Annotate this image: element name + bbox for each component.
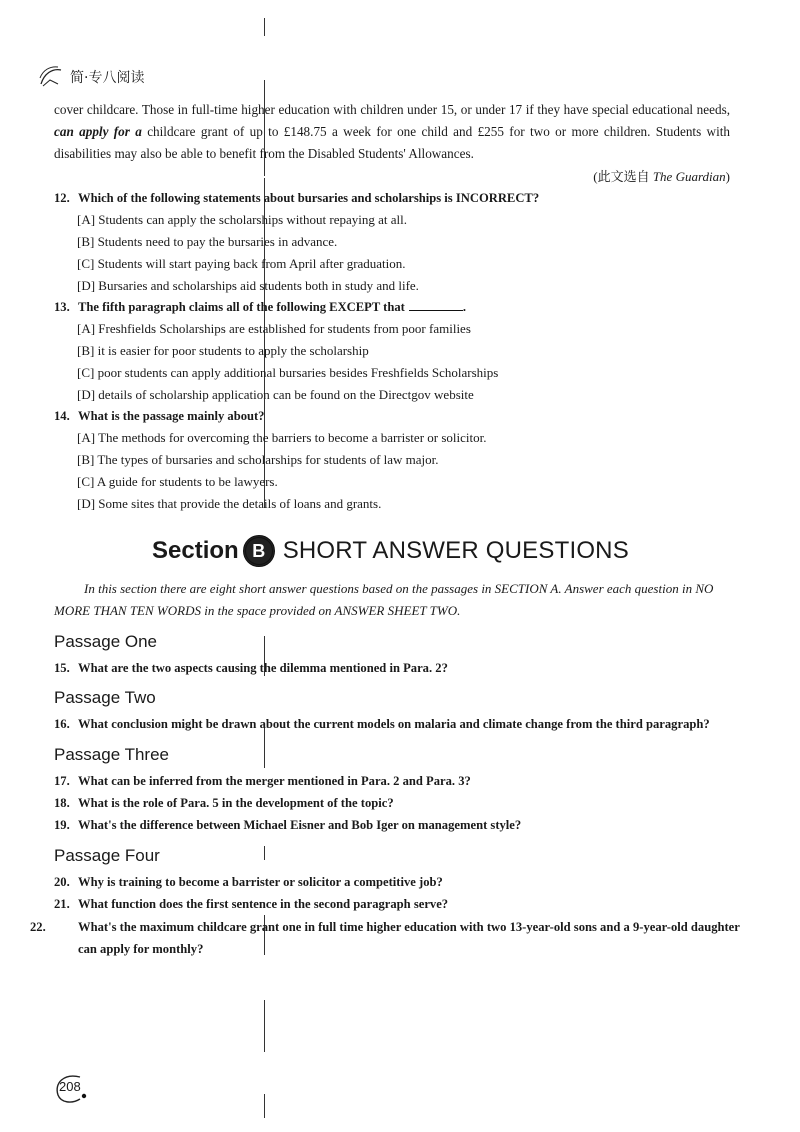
paragraph-text-end: childcare grant of up to £148.75 a week for one child and £255 for two or more children. Students with disabilities may also be able to benefit from the Disabled Students' Allowances. [54, 124, 731, 161]
option-13-b[interactable]: [B] it is easier for poor students to apply the scholarship [77, 343, 369, 358]
book-logo-icon [38, 64, 64, 90]
option-13-d[interactable]: [D] details of scholarship application can be found on the Directgov website [77, 387, 474, 402]
page-number: 208 [59, 1079, 81, 1094]
question-19 [54, 815, 744, 835]
scan-artifact-line [264, 18, 265, 36]
question-12 [54, 188, 744, 208]
question-18 [54, 793, 744, 813]
source-citation [593, 166, 730, 185]
page-number-badge [54, 1073, 84, 1103]
option-12-c[interactable]: [C] Students will start paying back from April after graduation. [77, 256, 406, 271]
scan-artifact-line [264, 728, 265, 768]
section-word: Section [152, 537, 239, 564]
option-14-d[interactable]: [D] Some sites that provide the details of loans and grants. [77, 496, 382, 511]
question-text: What's the maximum childcare grant one in full time higher education with two 13-year-old sons and a 9-year-old daughter can apply for monthly? [78, 920, 740, 956]
question-number: 12. [54, 191, 70, 205]
page-header [38, 64, 144, 90]
header-title: 简·专八阅读 [70, 70, 145, 86]
source-prefix: (此文选自 [593, 169, 653, 184]
question-17 [54, 771, 744, 791]
question-text: The fifth paragraph claims all of the following EXCEPT that [78, 300, 405, 314]
question-21 [54, 894, 744, 914]
question-text: What is the passage mainly about? [78, 409, 265, 423]
question-number: 16. [54, 717, 70, 731]
continuation-paragraph [54, 99, 730, 165]
option-12-a[interactable]: [A] Students can apply the scholarships without repaying at all. [77, 212, 407, 227]
question-text: What is the role of Para. 5 in the development of the topic? [78, 796, 394, 810]
passage-two-heading: Passage Two [54, 688, 156, 707]
question-text: Which of the following statements about bursaries and scholarships is INCORRECT? [78, 191, 540, 205]
passage-four-heading: Passage Four [54, 846, 160, 865]
paragraph-text-start: cover childcare. Those in full-time higher education with children under 15, or under 17 if they have special educational needs, [54, 102, 730, 117]
question-14 [54, 406, 744, 426]
question-number: 18. [54, 796, 70, 810]
section-title: SHORT ANSWER QUESTIONS [282, 537, 629, 564]
option-14-c[interactable]: [C] A guide for students to be lawyers. [77, 474, 278, 489]
section-heading [152, 535, 629, 567]
question-number: 15. [54, 661, 70, 675]
question-number: 13. [54, 300, 70, 314]
scan-artifact-line [264, 1094, 265, 1118]
question-number: 17. [54, 774, 70, 788]
question-22 [30, 916, 754, 960]
question-13 [54, 297, 744, 317]
section-letter-badge: B [243, 535, 275, 567]
question-text: What function does the first sentence in the second paragraph serve? [78, 897, 449, 911]
section-instructions: In this section there are eight short answer questions based on the passages in SECTION A. Answer each question in NO MORE THAN TEN WORDS in the space provided on ANSWER SHEET TWO. [54, 581, 714, 618]
source-suffix: ) [725, 169, 730, 184]
question-16 [54, 714, 744, 734]
option-14-a[interactable]: [A] The methods for overcoming the barriers to become a barrister or solicitor. [77, 430, 487, 445]
scan-artifact-line [264, 846, 265, 860]
question-text: What's the difference between Michael Eisner and Bob Iger on management style? [78, 818, 522, 832]
option-12-d[interactable]: [D] Bursaries and scholarships aid students both in study and life. [77, 278, 419, 293]
option-14-b[interactable]: [B] The types of bursaries and scholarships for students of law major. [77, 452, 439, 467]
option-13-c[interactable]: [C] poor students can apply additional bursaries besides Freshfields Scholarships [77, 365, 499, 380]
paragraph-emphasis: can apply for a [54, 124, 142, 139]
passage-one-heading: Passage One [54, 632, 158, 651]
question-number: 19. [54, 818, 70, 832]
question-text: What can be inferred from the merger mentioned in Para. 2 and Para. 3? [78, 774, 471, 788]
option-12-b[interactable]: [B] Students need to pay the bursaries in advance. [77, 234, 338, 249]
question-number: 14. [54, 409, 70, 423]
scan-artifact-line [264, 1000, 265, 1052]
question-number: 21. [54, 897, 70, 911]
question-suffix: . [462, 300, 467, 314]
option-13-a[interactable]: [A] Freshfields Scholarships are established for students from poor families [77, 321, 471, 336]
question-text: What conclusion might be drawn about the current models on malaria and climate change from the third paragraph? [78, 717, 710, 731]
question-20 [54, 872, 744, 892]
question-number: 20. [54, 875, 70, 889]
question-number: 22. [30, 920, 46, 934]
question-15 [54, 658, 744, 678]
source-name: The Guardian [652, 169, 726, 184]
passage-three-heading: Passage Three [54, 745, 169, 764]
question-text: Why is training to become a barrister or solicitor a competitive job? [78, 875, 443, 889]
answer-blank [409, 298, 463, 311]
question-text: What are the two aspects causing the dilemma mentioned in Para. 2? [78, 661, 448, 675]
